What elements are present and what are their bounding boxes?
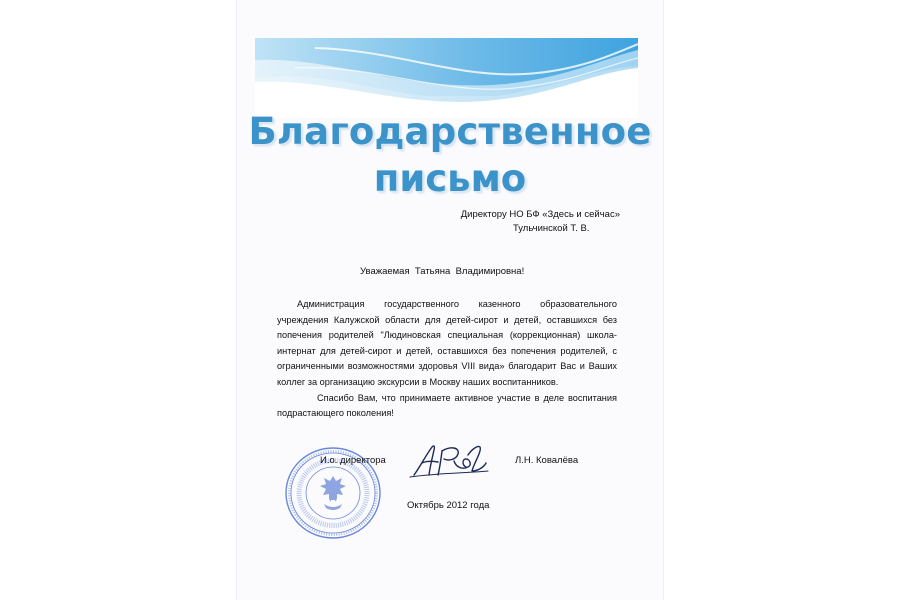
letter-date: Октябрь 2012 года <box>407 500 490 511</box>
addressee-name: Тульчинской Т. В. <box>513 223 590 234</box>
paragraph-1: Администрация государственного казенного образовательного учреждения Калужской области для детей-сирот и детей, оставшихся без попечения родителей "Людиновская специальная (коррекционная) школа-интернат для детей-сирот и детей, оставшихся без попечения родителей, с ограниченными возможностями здоровья VIII вида» благодарит Вас и Ваших коллег за организацию экскурсии в Москву наших воспитанников. <box>277 299 617 387</box>
addressee-position: Директору НО БФ «Здесь и сейчас» <box>460 209 620 220</box>
letter-body <box>277 297 617 422</box>
greeting: Уважаемая Татьяна Владимировна! <box>360 266 525 277</box>
signer-name: Л.Н. Ковалёва <box>515 455 579 466</box>
title-line-1: Благодарственное <box>248 110 652 153</box>
handwritten-signature <box>408 437 490 481</box>
title-line-2: письмо <box>373 157 527 200</box>
addressee-block <box>430 208 620 236</box>
header-wave-decoration <box>255 38 638 118</box>
paragraph-2: Спасибо Вам, что принимаете активное участие в деле воспитания подрастающего поколения! <box>277 392 617 419</box>
signer-role: И.о. директора <box>320 455 386 466</box>
